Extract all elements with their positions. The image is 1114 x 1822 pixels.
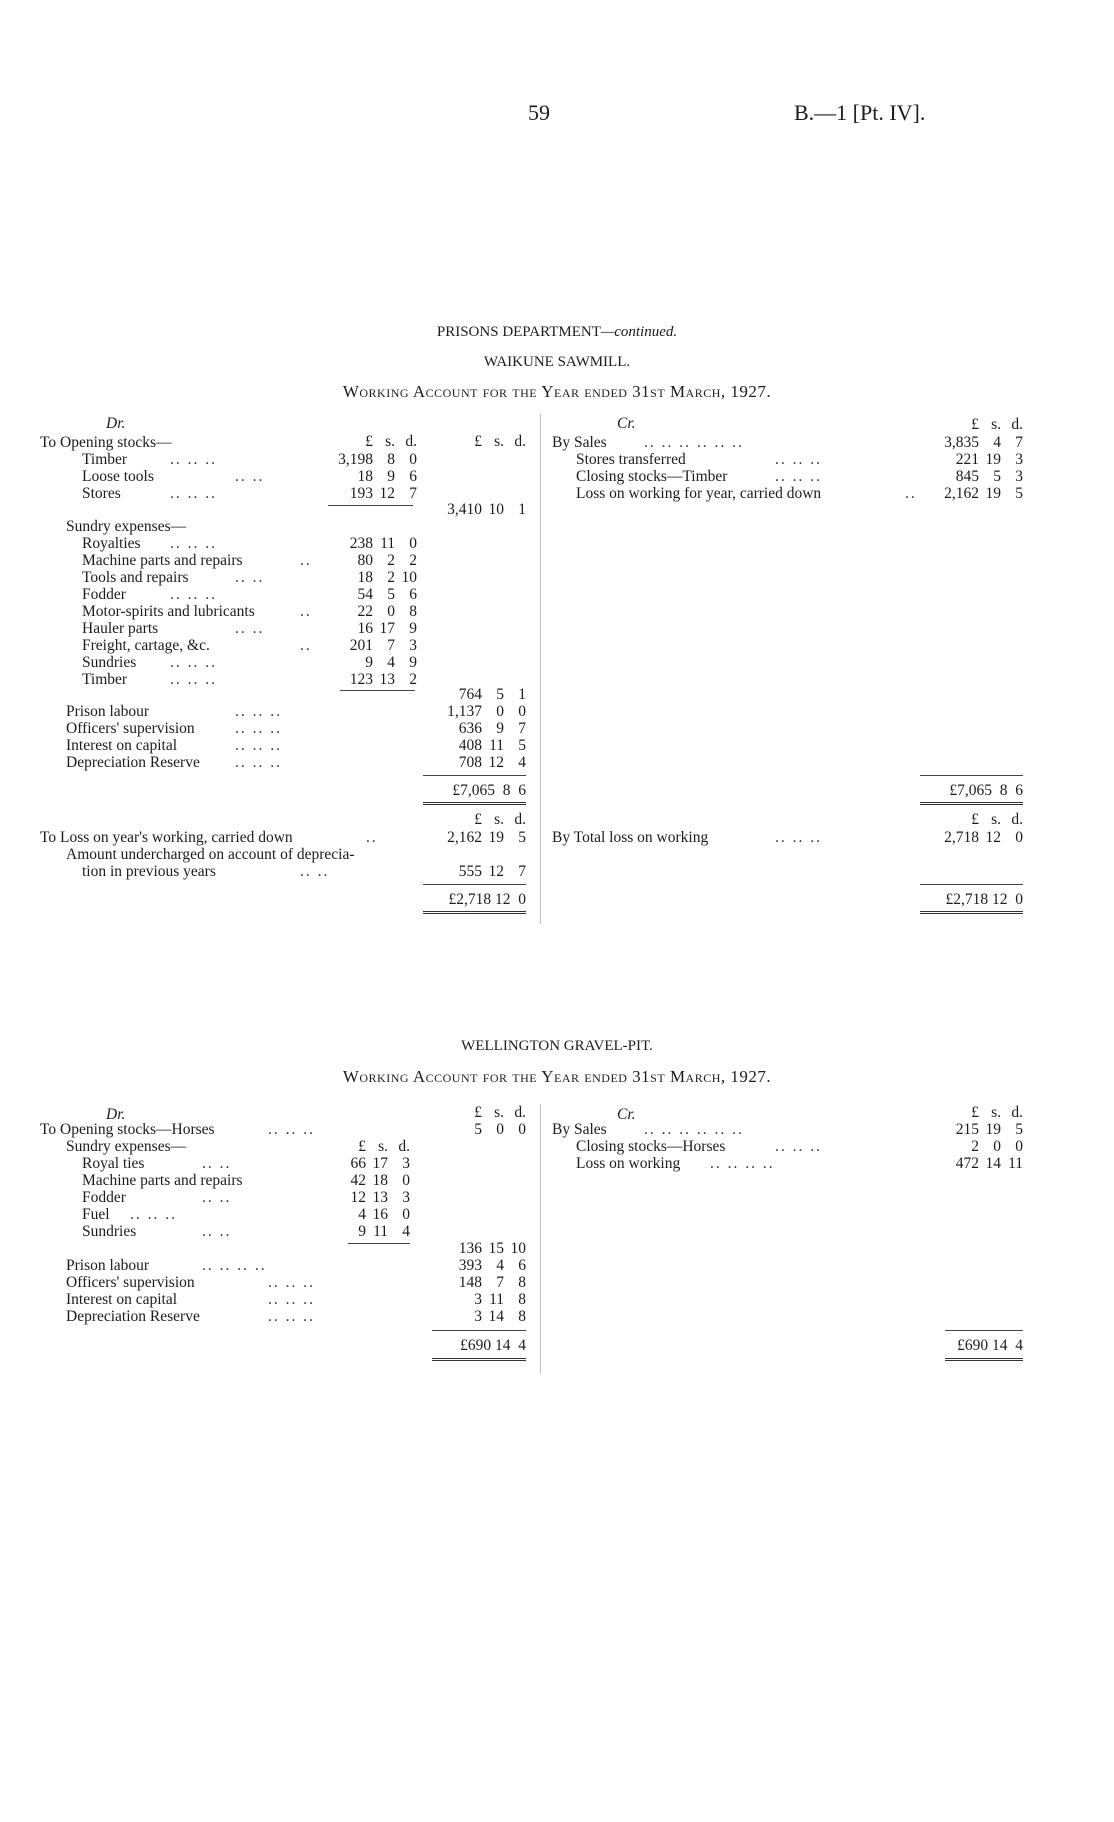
sundry-fodder-leader: .. .. .. bbox=[170, 586, 217, 603]
sundry-royalties-amount: 238 11 0 bbox=[349, 535, 417, 552]
opening-stores-label: Stores bbox=[82, 485, 121, 502]
gravel-cr-total-double-rule bbox=[945, 1358, 1023, 1361]
sundry-timber-label: Timber bbox=[82, 671, 128, 688]
gravel-cr-sales-leader: .. .. .. .. .. .. bbox=[644, 1121, 744, 1138]
gravel-officers-label: Officers' supervision bbox=[66, 1274, 195, 1291]
officers-supervision-amount: 636 9 7 bbox=[458, 720, 526, 737]
loss-carried-down-label: To Loss on year's working, carried down bbox=[40, 829, 293, 846]
gravel-sundry-rule bbox=[348, 1243, 410, 1244]
loss-dr-total-double-rule bbox=[423, 911, 526, 914]
gravel-opening-leader: .. .. .. bbox=[268, 1121, 315, 1138]
sundry-freight-leader: .. bbox=[300, 637, 312, 654]
sundry-machine-parts-leader: .. bbox=[300, 552, 312, 569]
gravel-prison-labour-leader: .. .. .. .. bbox=[202, 1257, 267, 1274]
sundry-freight-label: Freight, cartage, &c. bbox=[82, 637, 210, 654]
sawmill-divider bbox=[540, 414, 541, 924]
sawmill-cr-col-headers: £ s. d. bbox=[971, 416, 1023, 433]
gravel-dr-col-headers: £ s. d. bbox=[474, 1104, 526, 1121]
gravel-cr-sales-label: By Sales bbox=[552, 1121, 607, 1138]
depreciation-reserve-amount: 708 12 4 bbox=[458, 754, 526, 771]
gravel-cr-col-headers: £ s. d. bbox=[971, 1104, 1023, 1121]
gravel-officers-leader: .. .. .. bbox=[268, 1274, 315, 1291]
interest-capital-label: Interest on capital bbox=[66, 737, 178, 754]
gravel-officers-amount: 148 7 8 bbox=[458, 1274, 526, 1291]
cr-closing-stocks-label: Closing stocks—Timber bbox=[576, 468, 728, 485]
gravel-sundries-amount: 9 11 4 bbox=[358, 1223, 410, 1240]
sundry-hauler-parts-amount: 16 17 9 bbox=[357, 620, 417, 637]
opening-loose-tools-leader: .. .. bbox=[235, 468, 265, 485]
gravel-fuel-leader: .. .. .. bbox=[130, 1206, 177, 1223]
depreciation-reserve-label: Depreciation Reserve bbox=[66, 754, 200, 771]
opening-timber-label: Timber bbox=[82, 451, 128, 468]
gravel-sundries-label: Sundries bbox=[82, 1223, 137, 1240]
gravel-interest-label: Interest on capital bbox=[66, 1291, 178, 1308]
sawmill-cr-total: £7,065 8 6 bbox=[949, 782, 1023, 799]
gravel-subtitle: Working Account for the Year ended 31st March, 1927. bbox=[342, 1067, 772, 1086]
gravel-fuel-amount: 4 16 0 bbox=[358, 1206, 410, 1223]
gravel-sub-col-headers: £ s. d. bbox=[358, 1138, 410, 1155]
page-reference: B.—1 [Pt. IV]. bbox=[794, 100, 926, 125]
gravel-opening-amount: 5 0 0 bbox=[474, 1121, 526, 1138]
gravel-dr-total-rule bbox=[432, 1330, 526, 1331]
officers-supervision-label: Officers' supervision bbox=[66, 720, 195, 737]
prison-labour-amount: 1,137 0 0 bbox=[447, 703, 526, 720]
loss-cr-total: £2,718 12 0 bbox=[945, 891, 1023, 908]
gravel-royalties-leader: .. .. bbox=[202, 1155, 232, 1172]
sundry-motor-spirits-label: Motor-spirits and lubricants bbox=[82, 603, 255, 620]
cr-loss-leader: .. bbox=[905, 485, 917, 502]
sundry-subtotal-rule bbox=[340, 690, 415, 691]
prison-labour-leader: .. .. .. bbox=[235, 703, 282, 720]
department-heading bbox=[0, 324, 1114, 341]
gravel-prison-labour-label: Prison labour bbox=[66, 1257, 150, 1274]
department-title: PRISONS DEPARTMENT bbox=[436, 324, 601, 340]
gravel-fodder-amount: 12 13 3 bbox=[350, 1189, 410, 1206]
sundry-freight-amount: 201 7 3 bbox=[349, 637, 417, 654]
opening-loose-tools-amount: 18 9 6 bbox=[357, 468, 417, 485]
gravel-prison-labour-amount: 393 4 6 bbox=[458, 1257, 526, 1274]
sundry-tools-label: Tools and repairs bbox=[82, 569, 189, 586]
gravel-opening-label: To Opening stocks—Horses bbox=[40, 1121, 215, 1138]
gravel-cr-closing-label: Closing stocks—Horses bbox=[576, 1138, 726, 1155]
cr-sales-label: By Sales bbox=[552, 434, 607, 451]
gravel-machine-parts-amount: 42 18 0 bbox=[350, 1172, 410, 1189]
loss-dr-col-headers: £ s. d. bbox=[474, 811, 526, 828]
sundry-machine-parts-amount: 80 2 2 bbox=[357, 552, 417, 569]
sundry-fodder-amount: 54 5 6 bbox=[357, 586, 417, 603]
cr-sales-leader: .. .. .. .. .. .. bbox=[644, 434, 744, 451]
department-continued: —continued. bbox=[600, 324, 678, 340]
interest-capital-leader: .. .. .. bbox=[235, 737, 282, 754]
sundry-hauler-parts-label: Hauler parts bbox=[82, 620, 159, 637]
total-loss-label: By Total loss on working bbox=[552, 829, 709, 846]
sawmill-subtitle: Working Account for the Year ended 31st March, 1927. bbox=[342, 382, 772, 401]
opening-subtotal-rule bbox=[328, 505, 413, 506]
gravel-sundry-heading: Sundry expenses— bbox=[66, 1138, 187, 1155]
gravel-depreciation-label: Depreciation Reserve bbox=[66, 1308, 200, 1325]
gravel-royalties-label: Royal ties bbox=[82, 1155, 145, 1172]
gravel-title: WELLINGTON GRAVEL-PIT. bbox=[461, 1038, 653, 1054]
gravel-machine-parts-label: Machine parts and repairs bbox=[82, 1172, 243, 1189]
gravel-cr-closing-leader: .. .. .. bbox=[775, 1138, 822, 1155]
sawmill-cr-total-rule bbox=[920, 775, 1023, 776]
sawmill-cr-total-double-rule bbox=[920, 802, 1023, 805]
sawmill-title: WAIKUNE SAWMILL. bbox=[483, 354, 631, 370]
sundry-timber-amount: 123 13 2 bbox=[349, 671, 417, 688]
cr-closing-stocks-leader: .. .. .. bbox=[775, 468, 822, 485]
sundry-sundries-label: Sundries bbox=[82, 654, 137, 671]
gravel-divider bbox=[540, 1104, 541, 1374]
loss-carried-down-amount: 2,162 19 5 bbox=[447, 829, 526, 846]
sawmill-dr-label: Dr. bbox=[106, 415, 126, 432]
interest-capital-amount: 408 11 5 bbox=[458, 737, 526, 754]
gravel-cr-label: Cr. bbox=[617, 1106, 636, 1123]
cr-stores-transferred-label: Stores transferred bbox=[576, 451, 686, 468]
gravel-fuel-label: Fuel bbox=[82, 1206, 110, 1223]
total-loss-leader: .. .. .. bbox=[775, 829, 822, 846]
sawmill-dr-total-double-rule bbox=[423, 802, 526, 805]
sundry-machine-parts-label: Machine parts and repairs bbox=[82, 552, 243, 569]
cr-loss-label: Loss on working for year, carried down bbox=[576, 485, 822, 502]
gravel-interest-leader: .. .. .. bbox=[268, 1291, 315, 1308]
cr-stores-transferred-amount: 221 19 3 bbox=[955, 451, 1023, 468]
gravel-dr-total-double-rule bbox=[432, 1358, 526, 1361]
cr-closing-stocks-amount: 845 5 3 bbox=[955, 468, 1023, 485]
page-number: 59 bbox=[528, 100, 550, 125]
sundry-sundries-leader: .. .. .. bbox=[170, 654, 217, 671]
loss-cr-total-double-rule bbox=[920, 911, 1023, 914]
opening-total-amount: 3,410 10 1 bbox=[447, 501, 526, 518]
gravel-cr-closing-amount: 2 0 0 bbox=[971, 1138, 1023, 1155]
loss-dr-total: £2,718 12 0 bbox=[448, 891, 526, 908]
gravel-cr-total: £690 14 4 bbox=[957, 1337, 1023, 1354]
sawmill-cr-label: Cr. bbox=[617, 415, 636, 432]
prison-labour-label: Prison labour bbox=[66, 703, 150, 720]
gravel-sundry-total-amount: 136 15 10 bbox=[458, 1240, 526, 1257]
opening-stores-amount: 193 12 7 bbox=[349, 485, 417, 502]
cr-sales-amount: 3,835 4 7 bbox=[944, 434, 1023, 451]
opening-stocks-heading: To Opening stocks— bbox=[40, 434, 172, 451]
sundry-royalties-leader: .. .. .. bbox=[170, 535, 217, 552]
sundry-tools-amount: 18 2 10 bbox=[357, 569, 417, 586]
sawmill-dr-total-rule bbox=[423, 775, 526, 776]
sundry-motor-spirits-leader: .. bbox=[300, 603, 312, 620]
loss-carried-down-leader: .. bbox=[366, 829, 378, 846]
gravel-cr-sales-amount: 215 19 5 bbox=[955, 1121, 1023, 1138]
loss-cr-total-rule bbox=[920, 884, 1023, 885]
total-loss-amount: 2,718 12 0 bbox=[944, 829, 1023, 846]
gravel-cr-total-rule bbox=[945, 1330, 1023, 1331]
cr-stores-transferred-leader: .. .. .. bbox=[775, 451, 822, 468]
gravel-sundries-leader: .. .. bbox=[202, 1223, 232, 1240]
undercharged-amount: 555 12 7 bbox=[458, 863, 526, 880]
loss-cr-col-headers: £ s. d. bbox=[971, 811, 1023, 828]
sundry-hauler-parts-leader: .. .. bbox=[235, 620, 265, 637]
opening-timber-amount: 3,198 8 0 bbox=[338, 451, 417, 468]
opening-loose-tools-label: Loose tools bbox=[82, 468, 154, 485]
gravel-dr-total: £690 14 4 bbox=[460, 1337, 526, 1354]
gravel-cr-loss-leader: .. .. .. .. bbox=[710, 1155, 775, 1172]
sundry-tools-leader: .. .. bbox=[235, 569, 265, 586]
officers-supervision-leader: .. .. .. bbox=[235, 720, 282, 737]
gravel-dr-label: Dr. bbox=[106, 1106, 126, 1123]
sundry-sundries-amount: 9 4 9 bbox=[365, 654, 417, 671]
gravel-fodder-label: Fodder bbox=[82, 1189, 126, 1206]
sundry-fodder-label: Fodder bbox=[82, 586, 126, 603]
undercharged-leader: .. .. bbox=[300, 863, 330, 880]
loss-dr-total-rule bbox=[423, 884, 526, 885]
gravel-interest-amount: 3 11 8 bbox=[474, 1291, 526, 1308]
cr-loss-amount: 2,162 19 5 bbox=[944, 485, 1023, 502]
sundry-heading: Sundry expenses— bbox=[66, 518, 187, 535]
opening-timber-leader: .. .. .. bbox=[170, 451, 217, 468]
depreciation-reserve-leader: .. .. .. bbox=[235, 754, 282, 771]
sundry-royalties-label: Royalties bbox=[82, 535, 141, 552]
gravel-cr-loss-label: Loss on working bbox=[576, 1155, 681, 1172]
sundry-total-amount: 764 5 1 bbox=[458, 686, 526, 703]
undercharged-label-continued: tion in previous years bbox=[82, 863, 216, 880]
gravel-cr-loss-amount: 472 14 11 bbox=[955, 1155, 1023, 1172]
gravel-depreciation-leader: .. .. .. bbox=[268, 1308, 315, 1325]
sundry-motor-spirits-amount: 22 0 8 bbox=[357, 603, 417, 620]
undercharged-label: Amount undercharged on account of deprecia- bbox=[66, 846, 355, 863]
opening-stores-leader: .. .. .. bbox=[170, 485, 217, 502]
sawmill-dr-total: £7,065 8 6 bbox=[452, 782, 526, 799]
sawmill-dr-col-headers: £ s. d. bbox=[474, 433, 526, 450]
gravel-royalties-amount: 66 17 3 bbox=[350, 1155, 410, 1172]
gravel-depreciation-amount: 3 14 8 bbox=[474, 1308, 526, 1325]
gravel-fodder-leader: .. .. bbox=[202, 1189, 232, 1206]
sawmill-sub-col-headers: £ s. d. bbox=[365, 433, 417, 450]
sundry-timber-leader: .. .. .. bbox=[170, 671, 217, 688]
